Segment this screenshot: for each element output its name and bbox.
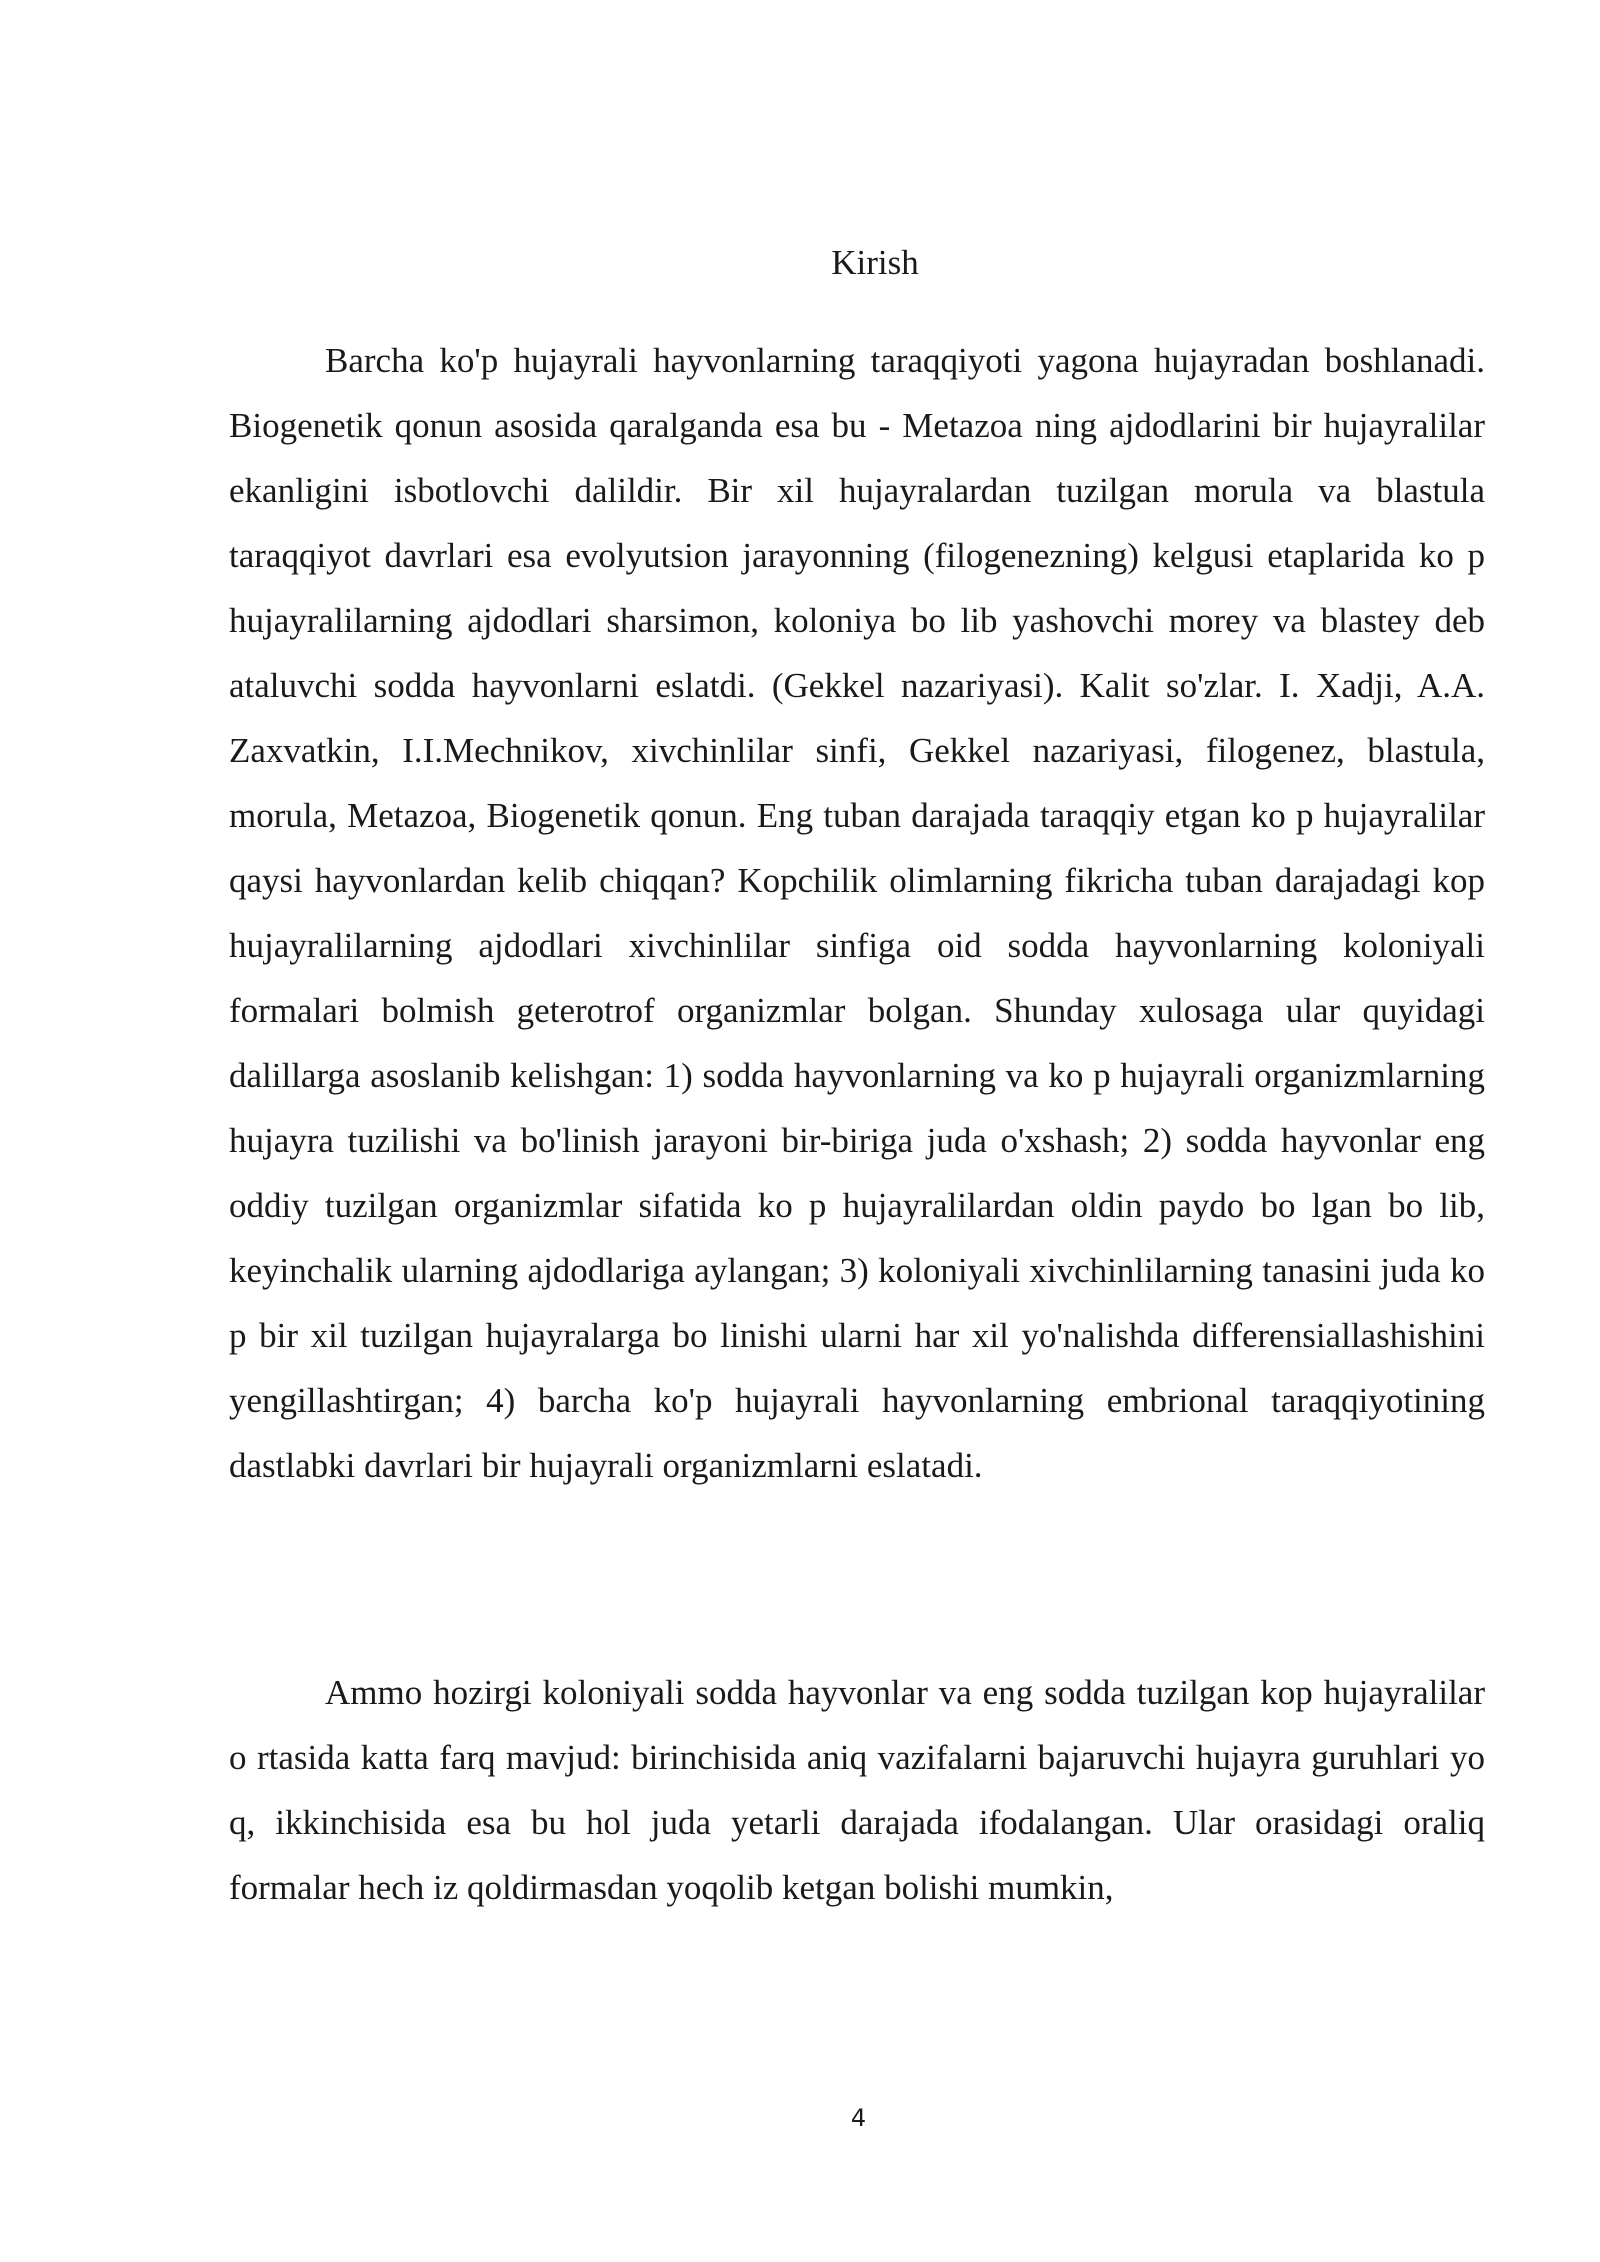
page-number: 4 [850, 2104, 867, 2132]
paragraph-2: Ammo hozirgi koloniyali sodda hayvonlar va eng sodda tuzilgan kop hujayralilar o rtasida katta farq mavjud: birinchisida aniq vazifalarni bajaruvchi hujayra guruhlari yo q, ikkinchisida esa bu hol juda yetarli darajada ifodalangan. Ular orasidagi oraliq formalar hech iz qoldirmasdan yoqolib ketgan bolishi mumkin, [229, 1673, 1485, 1907]
paragraph-1: Barcha ko'p hujayrali hayvonlarning taraqqiyoti yagona hujayradan boshlanadi. Biogenetik qonun asosida qaralganda esa bu - Metazoa ning ajdodlarini bir hujayralilar ekanligini isbotlovchi dalildir. Bir xil hujayralardan tuzilgan morula va blastula taraqqiyot davrlari esa evolyutsion jarayonning (filogenezning) kelgusi etaplarida ko p hujayralilarning ajdodlari sharsimon, koloniya bo lib yashovchi morey va blastey deb ataluvchi sodda hayvonlarni eslatdi. (Gekkel nazariyasi). Kalit so'zlar. I. Xadji, A.A. Zaxvatkin, I.I.Mechnikov, xivchinlilar sinfi, Gekkel nazariyasi, filogenez, blastula, morula, Metazoa, Biogenetik qonun. Eng tuban darajada taraqqiy etgan ko p hujayralilar qaysi hayvonlardan kelib chiqqan? Kopchilik olimlarning fikricha tuban darajadagi kop hujayralilarning ajdodlari xivchinlilar sinfiga oid sodda hayvonlarning koloniyali formalari bolmish geterotrof organizmlar bolgan. Shunday xulosaga ular quyidagi dalillarga asoslanib kelishgan: 1) sodda hayvonlarning va ko p hujayrali organizmlarning hujayra tuzilishi va bo'linish jarayoni bir-biriga juda o'xshash; 2) sodda hayvonlar eng oddiy tuzilgan organizmlar sifatida ko p hujayralilardan oldin paydo bo lgan bo lib, keyinchalik ularning ajdodlariga aylangan; 3) koloniyali xivchinlilarning tanasini juda ko p bir xil tuzilgan hujayralarga bo linishi ularni har xil yo'nalishda differensiallashishini yengillashtirgan; 4) barcha ko'p hujayrali hayvonlarning embrional taraqqiyotining dastlabki davrlari bir hujayrali organizmlarni eslatadi. [229, 341, 1485, 1485]
page-title: Kirish [831, 243, 919, 282]
